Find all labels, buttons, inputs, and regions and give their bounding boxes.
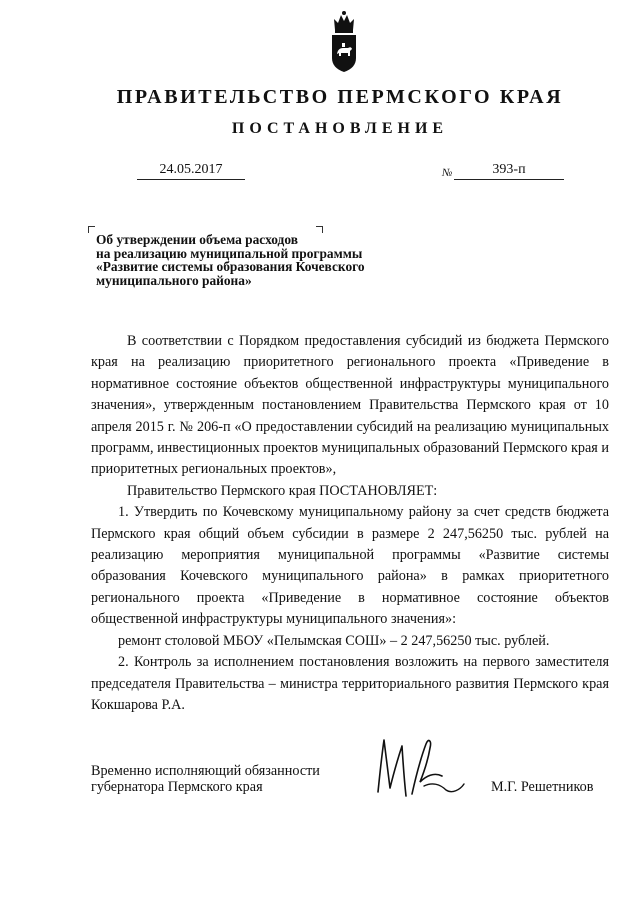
subject-line: Об утверждении объема расходов (96, 232, 298, 247)
signatory-position (91, 764, 320, 795)
resolution-paragraph: Правительство Пермского края ПОСТАНОВЛЯЕТ: (127, 482, 438, 499)
subject-line: муниципального района» (96, 272, 252, 288)
preamble-paragraph: В соответствии с Порядком предоставления субсидий из бюджета Пермского края на реализацию приоритетного регионального проекта «Приведение в нормативное состояние объектов общественной инфраструктуры муниципального значения», утвержденным постановлением Правительства Пермского края от 10 апреля 2015 г. № 206-п «О предоставлении субсидий на реализацию муниципальных программ, инвестиционных проектов муниципальных образований Пермского края и приоритетных региональных проектов», (91, 333, 609, 478)
clause-1-paragraph: 1. Утвердить по Кочевскому муниципальному району за счет средств бюджета Пермского края общий объем субсидии в размере 2 247,56250 тыс. рублей на реализацию мероприятия муниципальной программы «Развитие системы образования Кочевского муниципального района» в рамках приоритетного регионального проекта «Приведение в нормативное состояние объектов общественной инфраструктуры муниципального значения»: (91, 504, 609, 628)
subject-line: «Развитие системы образования Кочевского (96, 259, 365, 274)
subject-corner-left (88, 226, 95, 233)
repair-item-paragraph: ремонт столовой МБОУ «Пелымская СОШ» – 2 247,56250 тыс. рублей. (118, 632, 550, 649)
decree-date: 24.05.2017 (137, 162, 245, 180)
number-sign: № (442, 167, 453, 179)
decree-body (91, 331, 609, 716)
signatory-name: М.Г. Решетников (491, 779, 594, 795)
position-line: Временно исполняющий обязанности (91, 763, 320, 779)
document-type-title: ПОСТАНОВЛЕНИЕ (231, 120, 449, 137)
subject-line: на реализацию муниципальной программы (96, 245, 363, 261)
handwritten-signature (372, 732, 468, 800)
decree-number: 393-п (454, 162, 564, 180)
decree-subject (96, 233, 416, 287)
clause-2-paragraph: 2. Контроль за исполнением постановления возложить на первого заместителя председателя Правительства – министра территориального развития Пермского края Кокшарова Р.А. (91, 654, 609, 713)
subject-corner-right (316, 226, 323, 233)
government-title: ПРАВИТЕЛЬСТВО ПЕРМСКОГО КРАЯ (116, 86, 564, 108)
coat-of-arms-icon (329, 10, 359, 74)
position-line: губернатора Пермского края (91, 778, 263, 795)
